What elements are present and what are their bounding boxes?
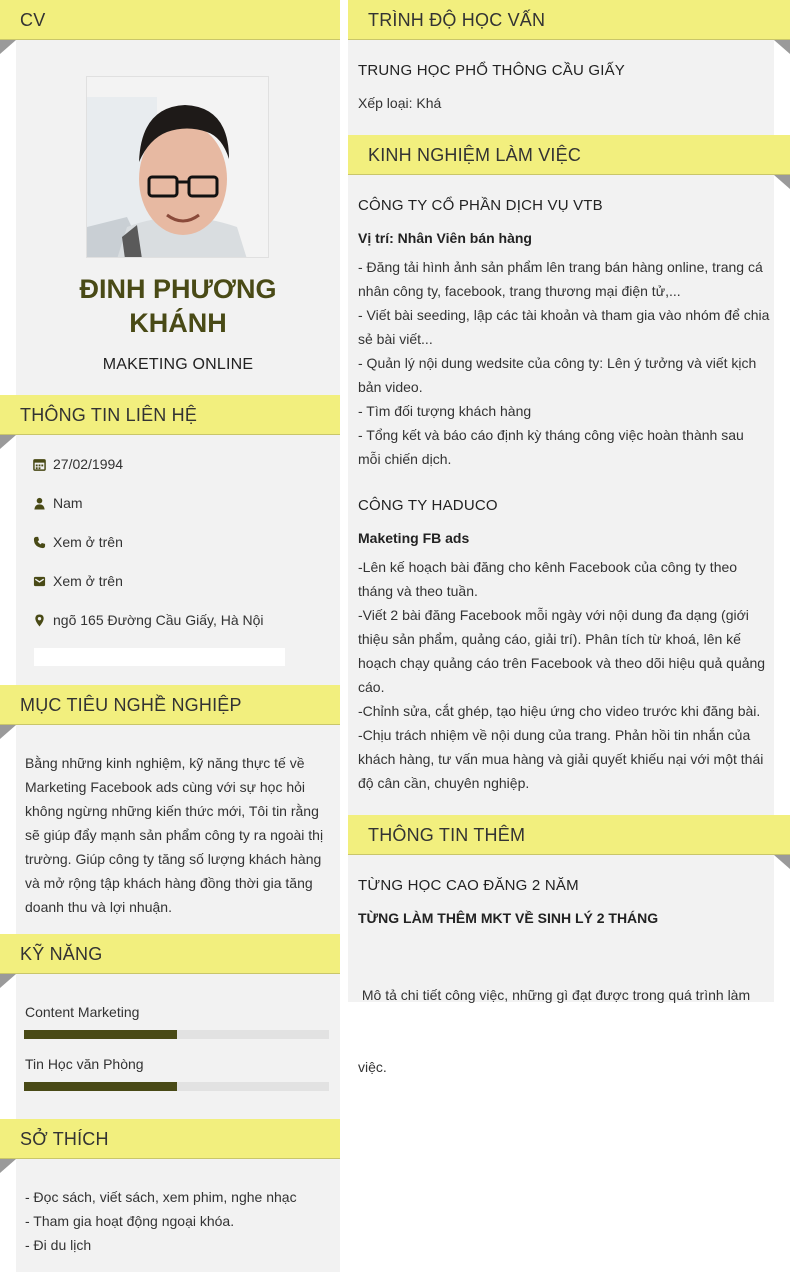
location-icon <box>32 613 46 627</box>
job-line: - Tìm đối tượng khách hàng <box>358 403 532 419</box>
contact-text: Xem ở trên <box>53 534 123 550</box>
avatar <box>86 76 269 258</box>
extra-line: Mô tả chi tiết công việc, những gì đạt được trong quá trình làm <box>358 987 751 1003</box>
job-line: hoạch chạy quảng cáo trên Facebook và theo dõi hiệu quả quảng <box>358 655 766 671</box>
job-line: độ cân cần, chuyên nghiệp. <box>358 775 530 791</box>
education-header: TRÌNH ĐỘ HỌC VẤN <box>348 0 790 40</box>
name-line-2: KHÁNH <box>129 308 227 338</box>
job-description <box>358 255 770 471</box>
right-column <box>348 0 790 1272</box>
objective-line: không ngừng những kiến thức mới, Tôi tin rằng <box>25 803 319 819</box>
hobbies-text <box>25 1185 335 1257</box>
candidate-name <box>16 272 340 340</box>
skill-bar-fill <box>24 1082 177 1091</box>
contact-email <box>32 571 123 591</box>
objective-line: doanh thu và lợi nhuận. <box>25 899 172 915</box>
contact-text: ngõ 165 Đường Cầu Giấy, Hà Nội <box>53 612 264 628</box>
job-line: - Tổng kết và báo cáo định kỳ tháng công việc hoàn thành sau <box>358 427 744 443</box>
fold-corner <box>774 40 790 54</box>
skill-name: Tin Học văn Phòng <box>25 1056 144 1072</box>
hobby-line: - Đi du lịch <box>25 1237 92 1253</box>
objective-text <box>25 751 335 919</box>
job-title: MAKETING ONLINE <box>102 356 254 373</box>
skill-bar <box>24 1030 329 1039</box>
objective-line: trường. Giúp công ty tăng số lượng khách hàng <box>25 851 322 867</box>
skills-header: KỸ NĂNG <box>0 934 340 974</box>
skill-bar-fill <box>24 1030 177 1039</box>
left-column <box>0 0 340 1272</box>
hobby-line: - Đọc sách, viết sách, xem phim, nghe nhạc <box>25 1189 297 1205</box>
job-line: sẻ bài viết... <box>358 331 433 347</box>
contact-text: Nam <box>53 495 83 511</box>
objective-line: và mở rộng tập khách hàng đồng thời gia tăng <box>25 875 313 891</box>
job-line: - Viết bài seeding, lập các tài khoản và tham gia vào nhóm để chia <box>358 307 770 323</box>
contact-phone <box>32 532 123 552</box>
job-line: tháng và theo tuần. <box>358 583 478 599</box>
contact-text: 27/02/1994 <box>53 456 124 472</box>
job-position: Maketing FB ads <box>358 530 470 546</box>
skill-name: Content Marketing <box>25 1004 140 1020</box>
objective-line: sẽ giúp đẩy mạnh sản phẩm công ty ra ngoài thị <box>25 827 324 843</box>
job-line: -Viết 2 bài đăng Facebook mỗi ngày với nội dung đa dạng (giới <box>358 607 749 623</box>
fold-corner <box>0 1159 16 1173</box>
job-line: bản video. <box>358 379 423 395</box>
fold-corner <box>774 175 790 189</box>
extra-subtitle: TỪNG LÀM THÊM MKT VỀ SINH LÝ 2 THÁNG <box>358 910 659 926</box>
email-icon <box>32 574 46 588</box>
calendar-icon <box>32 457 46 471</box>
avatar-photo <box>87 77 269 258</box>
objective-header: MỤC TIÊU NGHỀ NGHIỆP <box>0 685 340 725</box>
contact-gender <box>32 493 83 513</box>
hobby-line: - Tham gia hoạt động ngoại khóa. <box>25 1213 235 1229</box>
objective-line: Marketing Facebook ads cùng với sự học hỏi <box>25 779 306 795</box>
user-icon <box>32 496 46 510</box>
experience-header: KINH NGHIỆM LÀM VIỆC <box>348 135 790 175</box>
school-grade: Xếp loại: Khá <box>358 95 442 111</box>
school-name: TRUNG HỌC PHỔ THÔNG CẦU GIẤY <box>358 62 626 79</box>
company-name: CÔNG TY HADUCO <box>358 497 498 514</box>
company-name: CÔNG TY CỔ PHẦN DỊCH VỤ VTB <box>358 197 603 214</box>
job-line: thiệu sản phẩm, quảng cáo, giải trí). Phân tích từ khoá, lên kế <box>358 631 741 647</box>
phone-icon <box>32 535 46 549</box>
job-line: khách hàng, tư vấn mua hàng và giải quyết khiếu nại với một thái <box>358 751 764 767</box>
extra-title: TỪNG HỌC CAO ĐĂNG 2 NĂM <box>358 877 579 894</box>
contact-header: THÔNG TIN LIÊN HỆ <box>0 395 340 435</box>
extra-line: việc. <box>358 1059 387 1075</box>
name-line-1: ĐINH PHƯƠNG <box>79 274 277 304</box>
job-line: - Đăng tải hình ảnh sản phẩm lên trang bán hàng online, trang cá <box>358 259 763 275</box>
job-line: cáo. <box>358 679 385 695</box>
job-line: -Chịu trách nhiệm về nội dung của trang. Phản hồi tin nhắn của <box>358 727 751 743</box>
extra-header: THÔNG TIN THÊM <box>348 815 790 855</box>
skill-bar <box>24 1082 329 1091</box>
contact-address <box>32 610 264 630</box>
hobbies-header: SỞ THÍCH <box>0 1119 340 1159</box>
job-description <box>358 555 770 795</box>
job-line: -Lên kế hoạch bài đăng cho kênh Facebook của công ty theo <box>358 559 738 575</box>
contact-birthday <box>32 454 123 474</box>
fold-corner <box>0 974 16 988</box>
contact-text: Xem ở trên <box>53 573 123 589</box>
extra-description <box>358 935 770 1127</box>
fold-corner <box>0 725 16 739</box>
fold-corner <box>0 435 16 449</box>
contact-divider <box>34 648 285 666</box>
objective-line: Bằng những kinh nghiệm, kỹ năng thực tế về <box>25 755 305 771</box>
job-line: -Chỉnh sửa, cắt ghép, tạo hiệu ứng cho video trước khi đăng bài. <box>358 703 761 719</box>
fold-corner <box>0 40 16 54</box>
cv-header: CV <box>0 0 340 40</box>
job-position: Vị trí: Nhân Viên bán hàng <box>358 230 532 246</box>
fold-corner <box>774 855 790 869</box>
job-line: - Quản lý nội dung wedsite của công ty: Lên ý tưởng và viết kịch <box>358 355 757 371</box>
job-line: mỗi chiến dịch. <box>358 451 452 467</box>
job-line: nhân công ty, facebook, trang thương mại điện tử,... <box>358 283 681 299</box>
